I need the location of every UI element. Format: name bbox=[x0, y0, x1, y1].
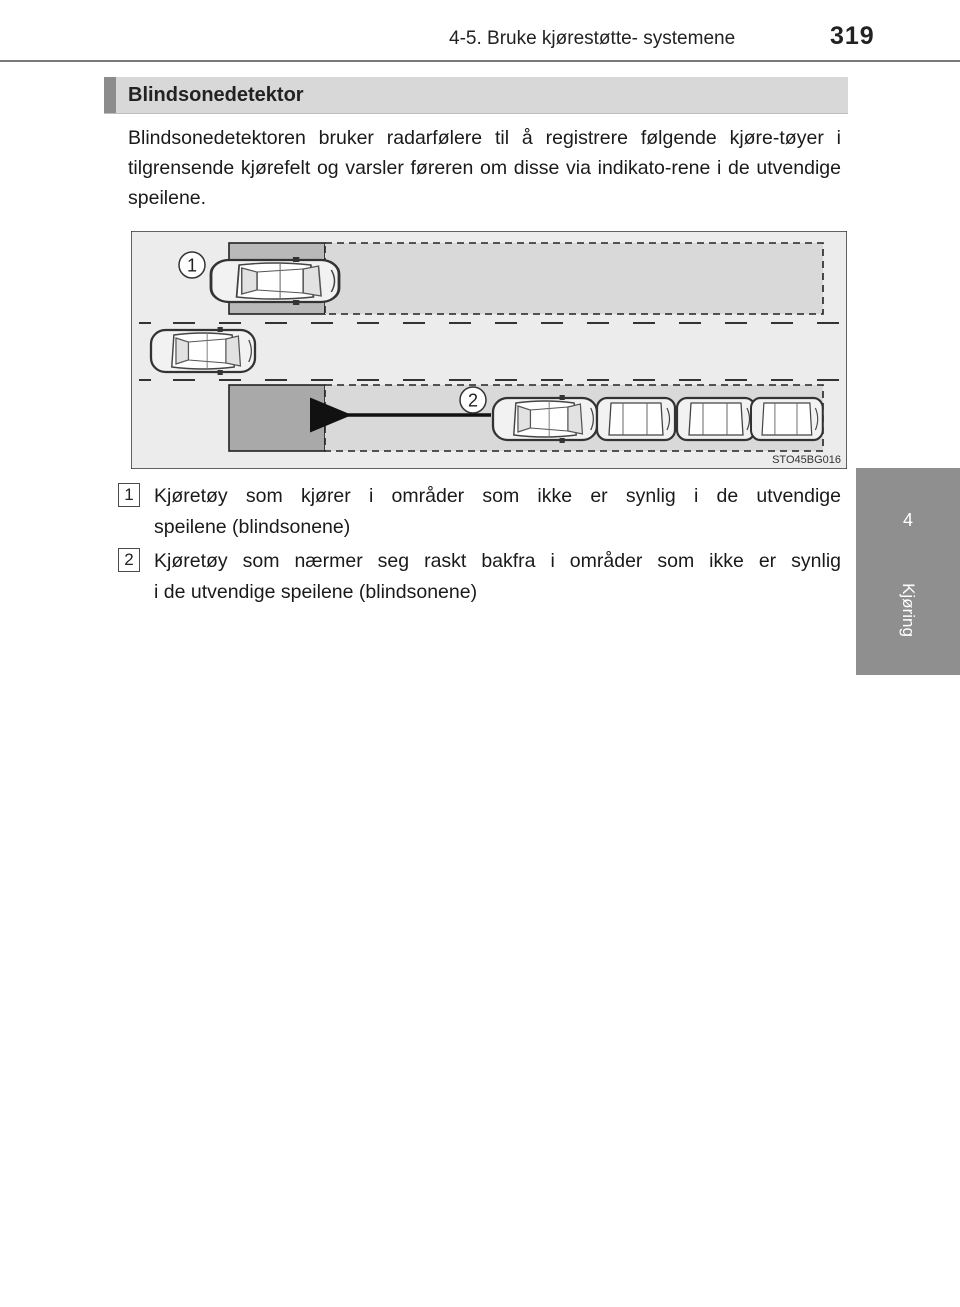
callout-1-label: 1 bbox=[186, 255, 198, 276]
chapter-tab bbox=[856, 468, 960, 675]
legend-text-2-line2: i de utvendige speilene (blindsonene) bbox=[154, 581, 478, 603]
legend-badge-2: 2 bbox=[118, 548, 140, 572]
callout-2 bbox=[460, 387, 486, 413]
header-rule bbox=[0, 60, 960, 62]
vehicle-approaching-4 bbox=[751, 398, 823, 440]
detection-zone-lower-near bbox=[229, 385, 325, 451]
section-title: Blindsonedetektor bbox=[128, 84, 304, 106]
vehicle-approaching-3 bbox=[677, 398, 755, 440]
own-vehicle bbox=[151, 327, 255, 375]
legend-badge-1: 1 bbox=[118, 483, 140, 507]
callout-2-label: 2 bbox=[467, 390, 479, 411]
page-number: 319 bbox=[830, 22, 875, 50]
intro-paragraph: Blindsonedetektoren bruker radarfølere til å registrere følgende kjøre-tøyer i tilgrensende kjørefelt og varsler føreren om disse via indikato-rene i de utvendige speilene. bbox=[128, 127, 841, 209]
legend-item-2 bbox=[118, 546, 841, 608]
legend-text-1-line1: Kjøretøy som kjører i områder som ikke er synlig i de utvendige bbox=[154, 485, 841, 507]
section-heading bbox=[104, 77, 848, 114]
vehicle-approaching-1 bbox=[493, 395, 597, 443]
callout-1 bbox=[179, 252, 205, 278]
header-section-title: 4-5. Bruke kjørestøtte- systemene bbox=[449, 28, 736, 49]
legend-text-1-line2: speilene (blindsonene) bbox=[154, 516, 351, 538]
figure-code: STO45BG016 bbox=[772, 454, 841, 466]
section-heading-bar bbox=[104, 77, 116, 113]
vehicle-approaching-2 bbox=[597, 398, 675, 440]
blind-spot-diagram bbox=[131, 231, 847, 469]
chapter-tab-label: Kjøring bbox=[899, 583, 918, 637]
legend-text-2-line1: Kjøretøy som nærmer seg raskt bakfra i områder som ikke er synlig bbox=[154, 550, 841, 572]
chapter-tab-number: 4 bbox=[902, 510, 913, 530]
detection-zone-upper-far bbox=[325, 243, 823, 314]
legend-item-1 bbox=[118, 481, 841, 543]
vehicle-upper-lane bbox=[211, 257, 339, 305]
